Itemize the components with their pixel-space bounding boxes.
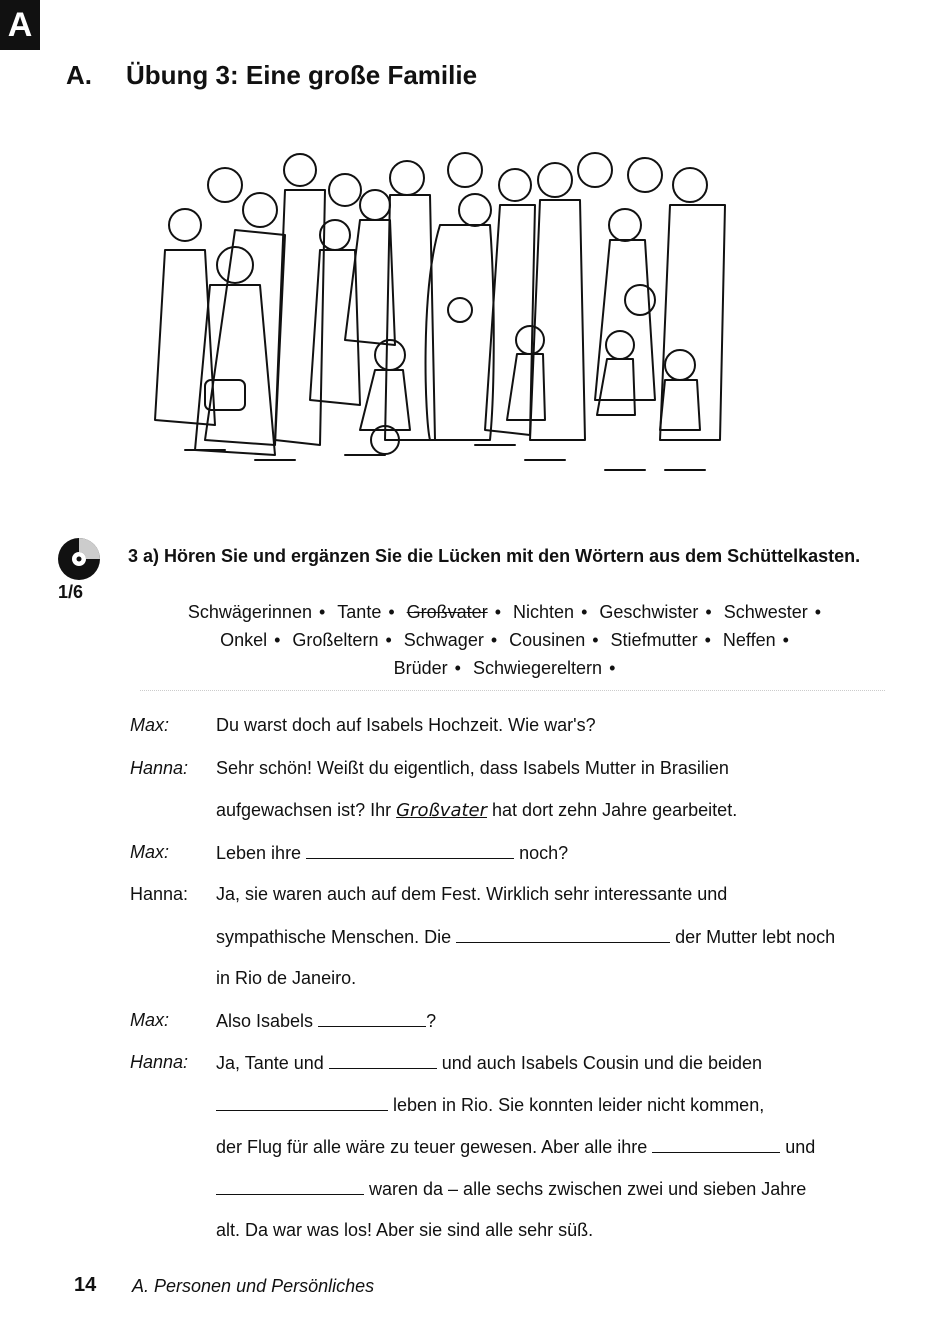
section-tab: A	[0, 0, 40, 50]
word-item: Großeltern	[292, 630, 379, 650]
page-number: 14	[74, 1274, 97, 1296]
word-item: Onkel	[220, 630, 268, 650]
text-segment: noch?	[514, 843, 569, 863]
child-head	[625, 285, 655, 315]
word-item: Cousinen	[509, 630, 586, 650]
word-item: Stiefmutter	[610, 630, 698, 650]
filled-answer: Großvater	[396, 800, 488, 821]
answer-blank[interactable]	[216, 1094, 388, 1111]
text-segment: waren da – alle sechs zwischen zwei und sieben Jahre	[364, 1179, 807, 1199]
text-segment: hat dort zehn Jahre gearbeitet.	[487, 800, 738, 820]
text-segment: der Mutter lebt noch	[670, 927, 836, 947]
person-head	[609, 209, 641, 241]
family-illustration	[145, 140, 750, 500]
separator: •	[454, 658, 461, 678]
chapter-footer: A. Personen und Persönliches	[132, 1276, 375, 1296]
person-body	[275, 190, 325, 445]
child-head	[606, 331, 634, 359]
title-letter: A.	[66, 60, 92, 90]
answer-blank[interactable]	[216, 1178, 364, 1195]
person-head	[448, 153, 482, 187]
text-segment: ?	[426, 1011, 437, 1031]
person-head	[390, 161, 424, 195]
child-body	[507, 354, 545, 420]
word-item: Tante	[337, 602, 382, 622]
word-item: Nichten	[513, 602, 575, 622]
audio-track-number: 1/6	[58, 582, 84, 602]
speaker-label: Max:	[130, 842, 170, 862]
child-body	[660, 380, 700, 430]
speaker-label: Hanna:	[130, 758, 189, 778]
dialogue-line	[216, 1094, 764, 1116]
separator: •	[388, 602, 395, 622]
person-head	[360, 190, 390, 220]
person-head	[628, 158, 662, 192]
word-box	[140, 598, 870, 682]
answer-blank[interactable]	[306, 842, 514, 859]
person-head	[217, 247, 253, 283]
word-item: Neffen	[722, 630, 776, 650]
word-item: Schwester	[723, 602, 808, 622]
word-item-used: Großvater	[406, 602, 488, 622]
person-head	[208, 168, 242, 202]
child-head	[516, 326, 544, 354]
speaker-label: Hanna:	[130, 884, 189, 904]
text-segment: Ja, Tante und	[216, 1053, 329, 1073]
dialogue-line	[216, 1178, 806, 1200]
word-item: Brüder	[393, 658, 448, 678]
person-body	[426, 225, 494, 440]
person-head	[578, 153, 612, 187]
child-head	[665, 350, 695, 380]
speaker-label: Max:	[130, 715, 170, 735]
dialogue-line: Ja, sie waren auch auf dem Fest. Wirklich sehr interessante und	[216, 884, 728, 904]
word-item: Schwiegereltern	[472, 658, 603, 678]
separator: •	[704, 630, 711, 650]
answer-blank[interactable]	[318, 1010, 426, 1027]
separator: •	[490, 630, 498, 650]
answer-blank[interactable]	[329, 1052, 437, 1069]
text-segment: und auch Isabels Cousin und die beiden	[436, 1053, 763, 1073]
speaker-label: Max:	[130, 1010, 170, 1030]
dialogue-line: in Rio de Janeiro.	[216, 968, 357, 988]
separator: •	[581, 602, 588, 622]
person-body	[660, 205, 725, 440]
person-body	[530, 200, 585, 440]
dialogue-line	[216, 926, 835, 948]
person-head	[329, 174, 361, 206]
bouquet	[448, 298, 472, 322]
separator: •	[494, 602, 502, 622]
page-title: Übung 3: Eine große Familie	[126, 60, 478, 90]
text-segment: aufgewachsen ist? Ihr	[216, 800, 397, 820]
text-segment: Also Isabels	[216, 1011, 319, 1031]
person-head	[243, 193, 277, 227]
word-box-line	[140, 626, 870, 654]
dialogue-line	[216, 842, 568, 864]
separator: •	[385, 630, 392, 650]
speaker-label: Hanna:	[130, 1052, 189, 1072]
separator: •	[609, 658, 616, 678]
person-head	[459, 194, 491, 226]
dialogue-line	[216, 1052, 762, 1074]
word-item: Schwager	[403, 630, 484, 650]
word-box-line	[140, 654, 870, 682]
text-segment: sympathische Menschen. Die	[216, 927, 457, 947]
person-head	[673, 168, 707, 202]
person-head	[284, 154, 316, 186]
person-head	[538, 163, 572, 197]
person-head	[169, 209, 201, 241]
word-item: Schwägerinnen	[187, 602, 312, 622]
answer-blank[interactable]	[652, 1136, 780, 1153]
dialogue-line	[216, 1010, 436, 1032]
answer-blank[interactable]	[456, 926, 670, 943]
text-segment: der Flug für alle wäre zu teuer gewesen. Aber alle ihre	[216, 1137, 653, 1157]
word-item: Geschwister	[599, 602, 699, 622]
separator: •	[814, 602, 822, 622]
exercise-instruction: 3 a) Hören Sie und ergänzen Sie die Lücken mit den Wörtern aus dem Schüttelkasten.	[128, 546, 861, 566]
separator: •	[705, 602, 712, 622]
dialogue-line	[216, 1136, 815, 1158]
divider	[140, 690, 885, 691]
separator: •	[318, 602, 326, 622]
child-body	[597, 359, 635, 415]
text-segment: Leben ihre	[216, 843, 307, 863]
text-segment: leben in Rio. Sie konnten leider nicht kommen,	[388, 1095, 765, 1115]
word-box-line	[140, 598, 870, 626]
dialogue-line: Sehr schön! Weißt du eigentlich, dass Isabels Mutter in Brasilien	[216, 758, 729, 778]
dialogue-line: alt. Da war was los! Aber sie sind alle sehr süß.	[216, 1220, 594, 1240]
separator: •	[274, 630, 281, 650]
person-head	[499, 169, 531, 201]
dialogue-line	[216, 800, 737, 821]
separator: •	[592, 630, 599, 650]
dialogue-line: Du warst doch auf Isabels Hochzeit. Wie war's?	[216, 715, 596, 735]
text-segment: und	[780, 1137, 816, 1157]
separator: •	[782, 630, 789, 650]
cd-icon	[56, 536, 102, 582]
